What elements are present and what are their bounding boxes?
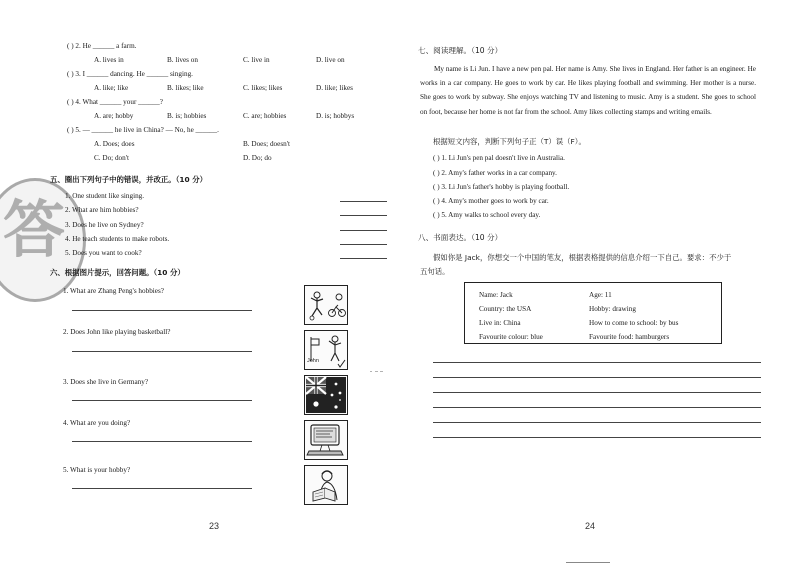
writing-line[interactable]	[433, 362, 761, 363]
reading-passage: My name is Li Jun. I have a new pen pal. Her name is Amy. She lives in England. Her father is an engineer. He works in a car company. He goes to work by car. He likes playing football and swimming. Her mother is a nurse. She goes to work by subway. She enjoys watching TV and listening to music. Amy is a student. She goes to school on foot, because her home is not far from the school. Amy likes collecting stamps and writing emails.	[420, 65, 756, 116]
mc-option: C. are; hobbies	[243, 112, 287, 120]
mc-option: A. like; like	[94, 84, 129, 92]
mc-option: D. is; hobbys	[316, 112, 355, 120]
section-6-title: 六、根据图片提示，回答问题。（10 分）	[50, 268, 185, 277]
picture-question: 1. What are Zhang Peng's hobbies?	[63, 287, 164, 295]
info-cell: Age: 11	[589, 291, 612, 299]
section-7-title: 七、阅读理解。（10 分）	[418, 46, 503, 55]
computer-picture	[304, 420, 348, 460]
football-cycling-icon	[305, 286, 347, 324]
page-bottom-mark	[566, 562, 610, 563]
info-cell: Country: the USA	[479, 305, 532, 313]
correction-line[interactable]	[340, 230, 387, 231]
mc-option: A. Does; does	[94, 140, 135, 148]
writing-line[interactable]	[433, 377, 761, 378]
correction-line[interactable]	[340, 215, 387, 216]
picture-question: 5. What is your hobby?	[63, 466, 131, 474]
writing-instruction-cont: 五句话。	[420, 267, 450, 276]
correction-line[interactable]	[340, 244, 387, 245]
tf-item: ( ) 5. Amy walks to school every day.	[433, 211, 541, 219]
computer-icon	[305, 421, 347, 459]
mc-option: C. Do; don't	[94, 154, 130, 162]
tf-item: ( ) 3. Li Jun's father's hobby is playing football.	[433, 183, 570, 191]
mc-stem-2: ( ) 2. He ______ a farm.	[67, 42, 137, 50]
tf-item: ( ) 4. Amy's mother goes to work by car.	[433, 197, 549, 205]
info-cell: Favourite colour: blue	[479, 333, 543, 341]
mc-option: B. is; hobbies	[167, 112, 207, 120]
info-cell: Name: Jack	[479, 291, 513, 299]
answer-line[interactable]	[72, 351, 252, 352]
tf-item: ( ) 2. Amy's father works in a car company.	[433, 169, 557, 177]
stamp-glyph: 答	[3, 193, 66, 266]
picture-question: 3. Does she live in Germany?	[63, 378, 149, 386]
picture-question: 2. Does John like playing basketball?	[63, 328, 171, 336]
mc-option: D. Do; do	[243, 154, 272, 162]
info-cell: Live in: China	[479, 319, 521, 327]
tf-instruction: 根据短文内容，判断下列句子正（T）误（F）。	[433, 137, 586, 146]
reading-picture	[304, 465, 348, 505]
mc-option: A. lives in	[94, 56, 124, 64]
mc-option: C. likes; likes	[243, 84, 283, 92]
section-5-title: 五、圈出下列句子中的错误，并改正。（10 分）	[50, 175, 207, 184]
mc-option: B. likes; like	[167, 84, 204, 92]
basketball-picture	[304, 330, 348, 370]
answer-line[interactable]	[72, 441, 252, 442]
mc-stem-5: ( ) 5. — ______ he live in China? — No, he ______.	[67, 126, 219, 134]
mc-option: A. are; hobby	[94, 112, 134, 120]
mc-stem-4: ( ) 4. What ______ your ______?	[67, 98, 163, 106]
sentence-item: 4. He teach students to make robots.	[65, 235, 170, 243]
answer-line[interactable]	[72, 400, 252, 401]
sentence-item: 5. Does you want to cook?	[65, 249, 142, 257]
sentence-item: 1. One student like singing.	[65, 192, 145, 200]
info-table	[464, 282, 722, 344]
writing-line[interactable]	[433, 407, 761, 408]
australia-flag-picture	[304, 375, 348, 415]
hobbies-picture	[304, 285, 348, 325]
mc-option: C. live in	[243, 56, 270, 64]
sentence-item: 3. Does he live on Sydney?	[65, 221, 144, 229]
correction-line[interactable]	[340, 201, 387, 202]
info-cell: Favourite food: hamburgers	[589, 333, 670, 341]
correction-line[interactable]	[340, 258, 387, 259]
info-cell: Hobby: drawing	[589, 305, 636, 313]
john-label: John	[307, 358, 319, 364]
answer-line[interactable]	[72, 488, 252, 489]
girl-reading-icon	[305, 466, 347, 504]
mc-option: B. Does; doesn't	[243, 140, 291, 148]
writing-line[interactable]	[433, 437, 761, 438]
section-8-title: 八、书面表达。（10 分）	[418, 233, 503, 242]
sentence-item: 2. What are him hobbies?	[65, 206, 139, 214]
tf-item: ( ) 1. Li Jun's pen pal doesn't live in Australia.	[433, 154, 565, 162]
mc-option: D. live on	[316, 56, 345, 64]
writing-line[interactable]	[433, 392, 761, 393]
australia-flag-icon	[305, 376, 347, 414]
picture-question: 4. What are you doing?	[63, 419, 131, 427]
mc-stem-3: ( ) 3. I ______ dancing. He ______ singing.	[67, 70, 193, 78]
scan-mark	[370, 368, 384, 371]
info-cell: How to come to school: by bus	[589, 319, 679, 327]
page-number-right: 24	[585, 521, 596, 531]
writing-instruction: 假如你是 Jack，你想交一个中国的笔友，根据表格提供的信息介绍一下自己。要求：不少于	[433, 253, 732, 262]
mc-option: D. like; likes	[316, 84, 353, 92]
mc-option: B. lives on	[167, 56, 198, 64]
page-number-left: 23	[209, 521, 220, 531]
writing-line[interactable]	[433, 422, 761, 423]
answer-line[interactable]	[72, 310, 252, 311]
